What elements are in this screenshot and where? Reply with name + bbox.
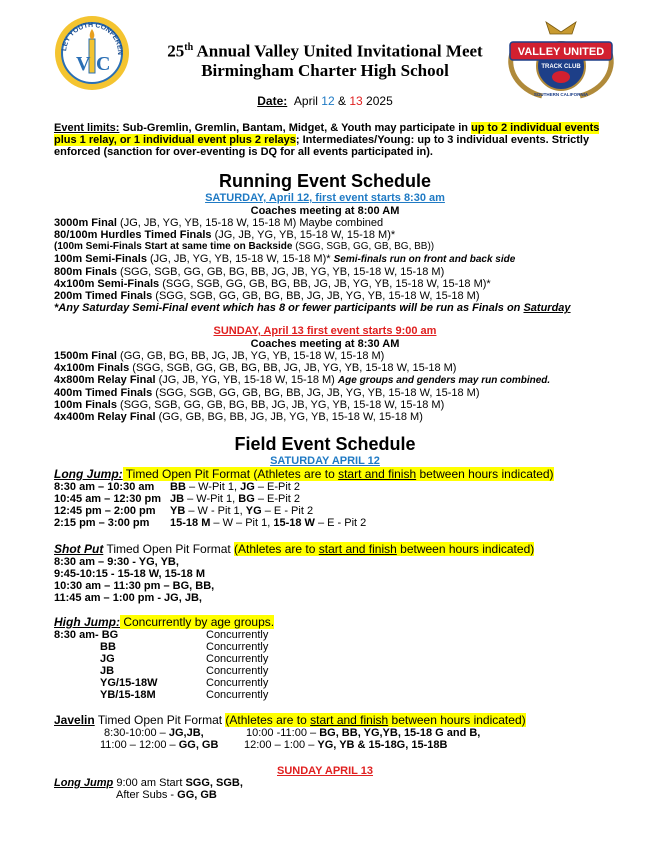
list-item: 12:45 pm – 2:00 pm YB – W - Pit 1, YG – E - Pit 2	[54, 505, 314, 517]
saturday-running-events	[54, 217, 634, 314]
javelin-section	[54, 713, 634, 751]
list-item: 9:45-10:15 - 15-18 W, 15-18 M	[54, 568, 206, 580]
list-item: (100m Semi-Finals Start at same time on Backside (SGG, SGB, GG, GB, BG, BB))	[54, 241, 435, 252]
meet-venue: Birmingham Charter High School	[201, 61, 449, 80]
list-item: 3000m Final (JG, JB, YG, YB, 15-18 W, 15-18 M) Maybe combined	[54, 217, 384, 229]
event-limits: Event limits: Sub-Gremlin, Gremlin, Bantam, Midget, & Youth may participate in up to 2 individual events plus 1 relay, or 1 individual event plus 2 relays; Intermediates/Young: up to 3 individual events. Strictly enforced (sanction for over-eventing is DQ for all events participated in).	[54, 122, 600, 158]
list-item: BB Concurrently	[100, 641, 269, 653]
javelin-title: Javelin Timed Open Pit Format (Athletes are to start and finish between hours indicated)	[54, 713, 526, 727]
field-schedule-heading: Field Event Schedule	[234, 434, 416, 454]
list-item: 11:45 am – 1:00 pm - JG, JB,	[54, 592, 202, 604]
saturday-coaches-meeting: Coaches meeting at 8:00 AM	[250, 205, 400, 217]
sunday-field-heading: SUNDAY APRIL 13	[277, 765, 373, 777]
list-item: After Subs - GG, GB	[116, 789, 217, 801]
list-item: 100m Semi-Finals (JG, JB, YG, YB, 15-18 W, 15-18 M)* Semi-finals run on front and back side	[54, 253, 516, 265]
list-item: 800m Finals (SGG, SGB, GG, GB, BG, BB, JG, JB, YG, YB, 15-18 W, 15-18 M)	[54, 266, 445, 278]
list-item: 4x100m Semi-Finals (SGG, SGB, GG, GB, BG, BB, JG, JB, YG, YB, 15-18 W, 15-18 M)*	[54, 278, 491, 290]
list-item: 4x800m Relay Final (JG, JB, YG, YB, 15-18 W, 15-18 M) Age groups and genders may run combined.	[54, 374, 551, 386]
meet-date: Date: April 12 & 13 2025	[257, 94, 393, 108]
saturday-running-heading: SATURDAY, April 12, first event starts 8:30 am	[205, 192, 445, 204]
list-item: 8:30 am – 9:30 - YG, YB,	[54, 556, 179, 568]
sunday-running-heading: SUNDAY, April 13 first event starts 9:00 am	[213, 325, 437, 337]
svg-text:V: V	[76, 53, 91, 75]
list-item: 4x100m Finals (SGG, SGB, GG, GB, BG, BB, JG, JB, YG, YB, 15-18 W, 15-18 M)	[54, 362, 457, 374]
list-item: 100m Finals (SGG, SGB, GG, GB, BG, BB, JG, JB, YG, YB, 15-18 W, 15-18 M)	[54, 399, 445, 411]
svg-text:VALLEY YOUTH CONFERENCE: LEY YOUTH CONFEREN	[61, 21, 124, 55]
shot-put-title: Shot Put Timed Open Pit Format (Athletes are to start and finish between hours indicated)	[54, 542, 535, 556]
svg-text:SOUTHERN CALIFORNIA: SOUTHERN CALIFORNIA	[533, 92, 589, 97]
list-item: YB/15-18M Concurrently	[100, 689, 269, 701]
list-item: YG/15-18W Concurrently	[100, 677, 269, 689]
sunday-coaches-meeting: Coaches meeting at 8:30 AM	[250, 338, 400, 350]
high-jump-section	[54, 615, 634, 701]
running-schedule-heading: Running Event Schedule	[218, 171, 432, 191]
list-item: 8:30 am – 10:30 am BB – W-Pit 1, JG – E-Pit 2	[54, 481, 301, 493]
list-item: JG Concurrently	[100, 653, 269, 665]
list-item: 2:15 pm – 3:00 pm 15-18 M – W – Pit 1, 15-18 W – E - Pit 2	[54, 517, 367, 529]
shot-put-section	[54, 542, 634, 604]
high-jump-title: High Jump: Concurrently by age groups.	[54, 615, 275, 629]
valley-united-track-club-logo	[500, 18, 622, 102]
list-item: Long Jump 9:00 am Start SGG, SGB,	[54, 777, 243, 789]
list-item: JB Concurrently	[100, 665, 269, 677]
svg-text:VALLEY UNITED: VALLEY UNITED	[517, 46, 605, 58]
list-item: 1500m Final (GG, GB, BG, BB, JG, JB, YG, YB, 15-18 W, 15-18 M)	[54, 350, 385, 362]
svg-text:TRACK CLUB: TRACK CLUB	[541, 64, 581, 70]
list-item: 8:30 am- BG Concurrently	[54, 629, 269, 641]
long-jump-section	[54, 467, 634, 529]
list-item: 400m Timed Finals (SGG, SGB, GG, GB, BG, BB, JG, JB, YG, YB, 15-18 W, 15-18 M)	[54, 387, 480, 399]
list-item: 10:30 am – 11:30 pm – BG, BB,	[54, 580, 215, 592]
list-item: 11:00 – 12:00 – GG, GB 12:00 – 1:00 – YG, YB & 15-18G, 15-18B	[100, 739, 448, 751]
list-item: 80/100m Hurdles Timed Finals (JG, JB, YG, YB, 15-18 W, 15-18 M)*	[54, 229, 396, 241]
list-item: 200m Timed Finals (SGG, SGB, GG, GB, BG, BB, JG, JB, YG, YB, 15-18 W, 15-18 M)	[54, 290, 480, 302]
list-item: 10:45 am – 12:30 pm JB – W-Pit 1, BG – E-Pit 2	[54, 493, 301, 505]
saturday-field-heading: SATURDAY APRIL 12	[270, 455, 380, 467]
sunday-long-jump-section	[54, 777, 634, 801]
sunday-running-events	[54, 350, 634, 423]
svg-text:C: C	[96, 53, 111, 75]
long-jump-title: Long Jump: Timed Open Pit Format (Athletes are to start and finish between hours indicated)	[54, 467, 554, 481]
list-item: 4x400m Relay Final (GG, GB, BG, BB, JG, JB, YG, YB, 15-18 W, 15-18 M)	[54, 411, 423, 423]
saturday-footnote: *Any Saturday Semi-Final event which has 8 or fewer participants will be run as Finals on Saturday	[54, 302, 571, 314]
meet-title: 25th Annual Valley United Invitational Meet	[167, 41, 483, 61]
list-item: 8:30-10:00 – JG,JB, 10:00 -11:00 – BG, BB, YG,YB, 15-18 G and B,	[104, 727, 481, 739]
